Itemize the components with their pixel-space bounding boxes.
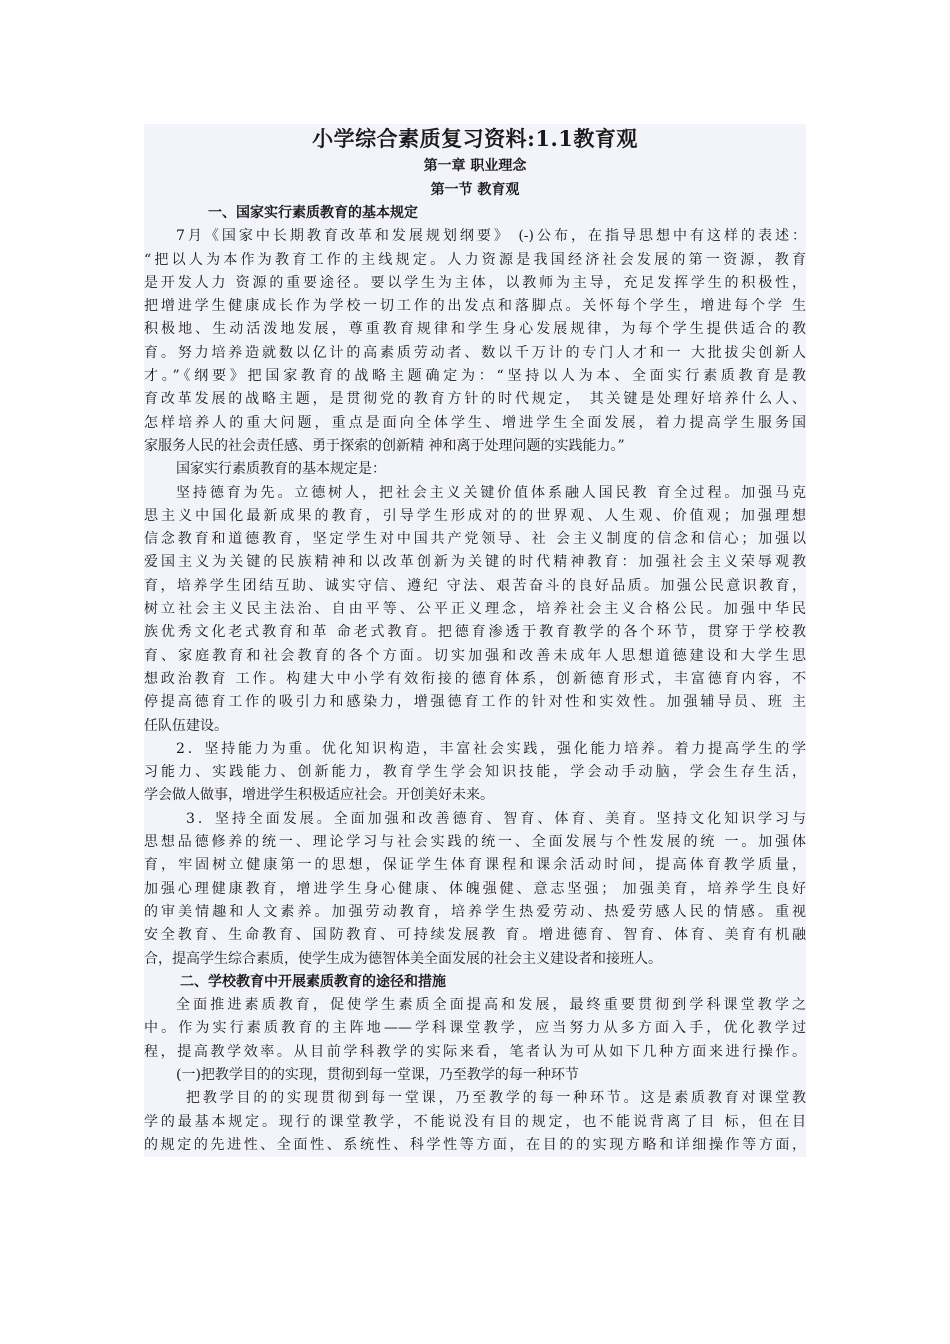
text-line: 习能力、实践能力、创新能力，教育学生学会知识技能，学会动手动脑，学会生存生活，	[144, 764, 806, 781]
text-line: 是开发人力 资源的重要途径。要以学生为主体，以教师为主导，充足发挥学生的积极性，	[144, 274, 806, 291]
text-line: 2．坚持能力为重。优化知识构造，丰富社会实践，强化能力培养。着力提高学生的学	[176, 740, 806, 757]
text-line: 家服务人民的社会责任感、勇于探索的创新精 神和离于处理问题的实践能力。”	[144, 437, 625, 454]
text-line: 信念教育和道德教育，坚定学生对中国共产党领导、社 会主义制度的信念和信心；加强以	[144, 531, 806, 548]
document-title: 小学综合素质复习资料:1.1教育观	[312, 126, 638, 151]
text-line: 育、家庭教育和社会教育的各个方面。切实加强和改善未成年人思想道德建设和大学生思	[144, 647, 806, 664]
text-line: 把增进学生健康成长作为学校一切工作的出发点和落脚点。关怀每个学生，增进每个学 生	[144, 298, 806, 315]
text-line: 积极地、生动活泼地发展，尊重教育规律和学生身心发展规律，为每个学生提供适合的教	[144, 321, 806, 338]
text-line: 思想品德修养的统一、理论学习与社会实践的统一、全面发展与个性发展的统 一。加强体	[144, 834, 806, 851]
text-line: 的审美情趣和人文素养。加强劳动教育，培养学生热爱劳动、热爱劳感人民的情感。重视	[144, 903, 806, 920]
text-line: 程，提高教学效率。从目前学科教学的实际来看，笔者认为可从如下几种方面来进行操作。	[144, 1043, 806, 1060]
text-line: 安全教育、生命教育、国防教育、可持续发展教 育。增进德育、智育、体育、美育有机融	[144, 927, 806, 944]
text-line: 国家实行素质教育的基本规定是：	[176, 461, 386, 478]
text-line: 7月《国家中长期教育改革和发展规划纲要》 (-)公布，在指导思想中有这样的表述：	[176, 228, 806, 245]
text-line: 想政治教育 工作。构建大中小学有效衔接的德育体系，创新德育形式，丰富德育内容，不	[144, 670, 806, 687]
chapter-heading: 第一章 职业理念	[423, 158, 527, 174]
text-line: 育，培养学生团结互助、诚实守信、遵纪 守法、艰苦奋斗的良好品质。加强公民意识教育，	[144, 577, 806, 594]
text-line: 树立社会主义民主法治、自由平等、公平正义理念，培养社会主义合格公民。加强中华民	[144, 601, 806, 618]
text-line: “把以人为本作为教育工作的主线规定。人力资源是我国经济社会发展的第一资源，教育	[144, 251, 806, 268]
text-line: 中。作为实行素质教育的主阵地——学科课堂教学，应当努力从多方面入手，优化教学过	[144, 1020, 806, 1037]
text-line: 学会做人做事，增进学生积极适应社会。开创美好未来。	[144, 787, 494, 804]
text-line: 坚持德育为先。立德树人，把社会主义关键价值体系融人国民教 育全过程。加强马克	[176, 484, 806, 501]
text-line: 育改革发展的战略主题，是贯彻党的教育方针的时代规定， 其关键是处理好培养什么人、	[144, 391, 806, 408]
text-line: 3．坚持全面发展。全面加强和改善德育、智育、体育、美育。坚持文化知识学习与	[186, 810, 806, 827]
section-heading: 第一节 教育观	[430, 182, 520, 198]
text-line: 任队伍建设。	[144, 717, 228, 734]
text-line: 合，提高学生综合素质，使学生成为德智体美全面发展的社会主义建设者和接班人。	[144, 950, 662, 967]
text-line: 族优秀文化老式教育和革 命老式教育。把德育渗透于教育教学的各个环节，贯穿于学校教	[144, 624, 806, 641]
text-line: 思主义中国化最新成果的教育，引导学生形成对的的世界观、人生观、价值观；加强理想	[144, 507, 806, 524]
text-line: 育，牢固树立健康第一的思想，保证学生体育课程和课余活动时间，提高体育教学质量，	[144, 857, 806, 874]
text-line: 加强心理健康教育，增进学生身心健康、体魄强健、意志坚强； 加强美育，培养学生良好	[144, 880, 806, 897]
text-line: 爱国主义为关键的民族精神和以改革创新为关键的时代精神教育：加强社会主义荣辱观教	[144, 554, 806, 571]
subheading: 二、学校教育中开展素质教育的途径和措施	[180, 973, 446, 990]
text-line: 才。”《纲要》把国家教育的战略主题确定为：“坚持以人为本、全面实行素质教育是教	[144, 368, 806, 385]
document-body	[144, 124, 806, 1157]
text-line: 的规定的先进性、全面性、系统性、科学性等方面，在目的的实现方略和详细操作等方面，	[144, 1136, 806, 1153]
subheading: 一、国家实行素质教育的基本规定	[208, 205, 418, 221]
text-line: 怎样培养人的重大问题，重点是面向全体学生、增进学生全面发展，着力提高学生服务国	[144, 414, 806, 431]
text-line: 停提高德育工作的吸引力和感染力，增强德育工作的针对性和实效性。加强辅导员、班 主	[144, 694, 806, 711]
text-line: 学的最基本规定。现行的课堂教学，不能说没有目的规定，也不能说背离了目 标，但在目	[144, 1113, 806, 1130]
text-line: 全面推进素质教育，促使学生素质全面提高和发展，最终重要贯彻到学科课堂教学之	[176, 997, 806, 1014]
text-line: 育。努力培养造就数以亿计的高素质劳动者、数以千万计的专门人才和一 大批拔尖创新人	[144, 344, 806, 361]
text-line: (一)把教学目的的实现，贯彻到每一堂课，乃至教学的每一种环节	[176, 1066, 579, 1083]
text-line: 把教学目的的实现贯彻到每一堂课，乃至教学的每一种环节。这是素质教育对课堂教	[186, 1090, 806, 1107]
